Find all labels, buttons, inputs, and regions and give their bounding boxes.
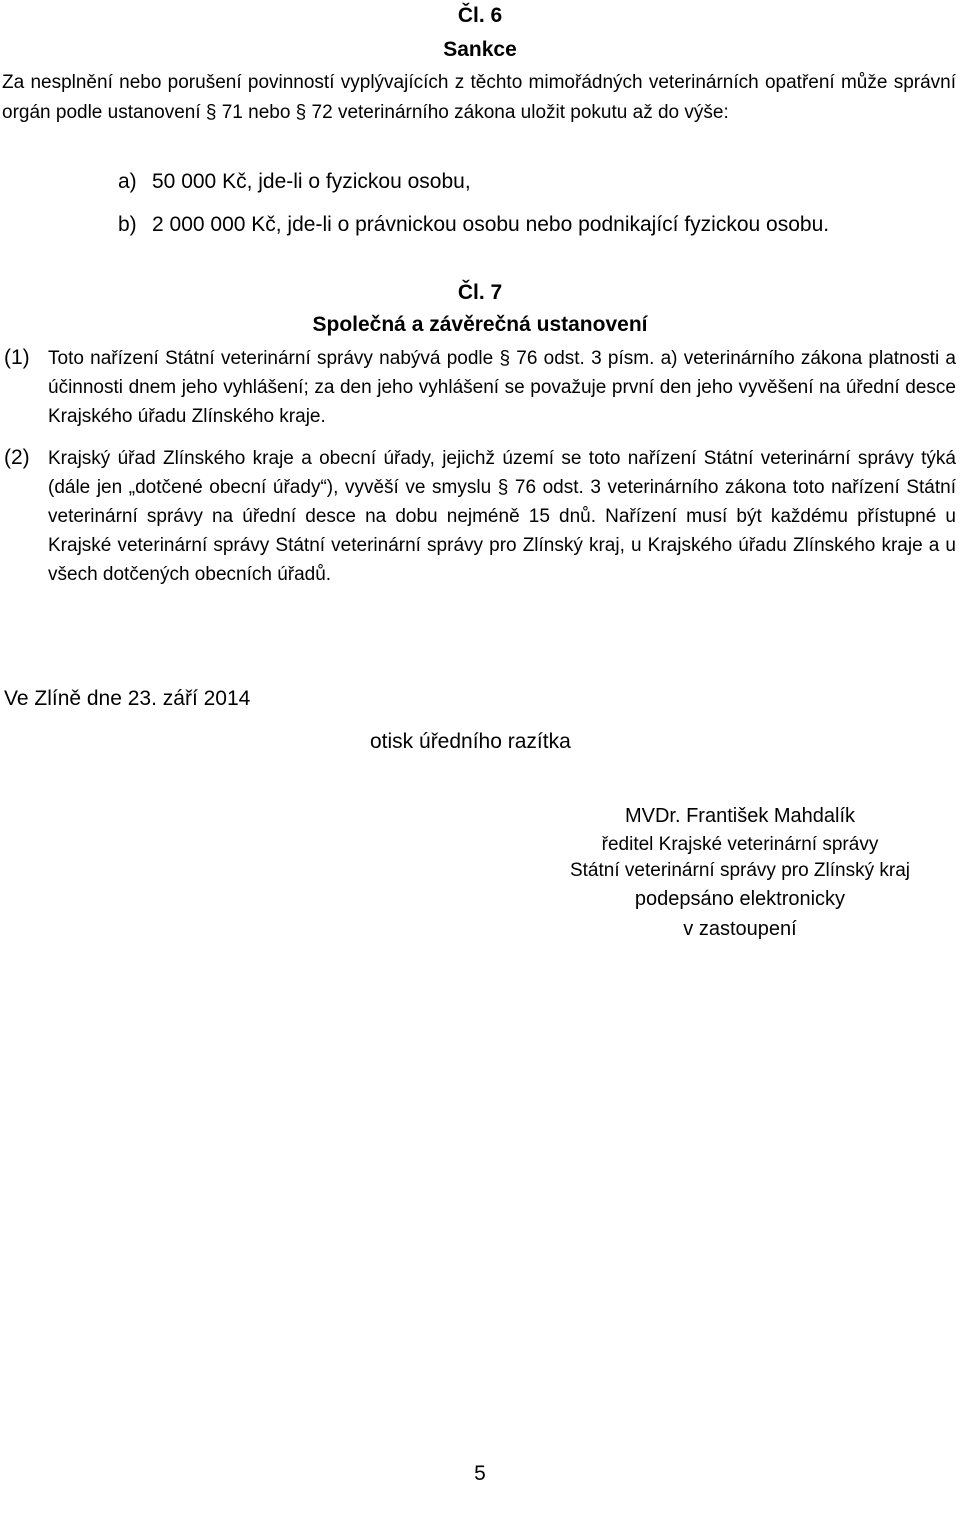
- list-item-a: [118, 168, 471, 196]
- on-behalf: v zastoupení: [683, 918, 797, 940]
- article-7-paragraph-1: Toto nařízení Státní veterinární správy nabývá podle § 76 odst. 3 písm. a) veterinárního zákona platnosti a účinnosti dnem jeho vyhlášení; za den jeho vyhlášení se považuje první den jeho vyvěšení na úřední desce Krajského úřadu Zlínského kraje.: [48, 348, 956, 427]
- article-7-title: Společná a závěrečná ustanovení: [312, 313, 648, 336]
- article-6-title: Sankce: [443, 38, 517, 61]
- list-item-b: [118, 211, 829, 239]
- page-number: 5: [474, 1462, 486, 1485]
- article-6-intro: Za nesplnění nebo porušení povinností vyplývajících z těchto mimořádných veterinárních opatření může správní orgán podle ustanovení § 71 nebo § 72 veterinárního zákona uložit pokutu až do výše:: [2, 72, 956, 123]
- para-1-marker: (1): [4, 346, 30, 369]
- stamp-placeholder: otisk úředního razítka: [370, 730, 571, 753]
- list-text-b: 2 000 000 Kč, jde-li o právnickou osobu nebo podnikající fyzickou osobu.: [152, 213, 830, 236]
- list-marker-a: a): [118, 170, 137, 193]
- list-text-a: 50 000 Kč, jde-li o fyzickou osobu,: [152, 170, 471, 193]
- article-7-paragraph-2: Krajský úřad Zlínského kraje a obecní úřady, jejichž území se toto nařízení Státní veterinární správy týká (dále jen „dotčené obecní úřady“), vyvěší ve smyslu § 76 odst. 3 veterinárního zákona toto nařízení Státní veterinární správy na úřední desce na dobu nejméně 15 dnů. Nařízení musí být každému přístupné u Krajské veterinární správy Státní veterinární správy pro Zlínský kraj, u Krajského úřadu Zlínského kraje a u všech dotčených obecních úřadů.: [48, 448, 956, 585]
- signatory-name: MVDr. František Mahdalík: [624, 805, 856, 827]
- article-7-number: Čl. 7: [457, 281, 503, 304]
- para-2-marker: (2): [4, 446, 30, 469]
- place-and-date: Ve Zlíně dne 23. září 2014: [4, 687, 251, 710]
- list-marker-b: b): [118, 213, 137, 236]
- signatory-role: ředitel Krajské veterinární správy: [601, 834, 879, 855]
- signatory-organization: Státní veterinární správy pro Zlínský kraj: [569, 860, 910, 881]
- article-6-number: Čl. 6: [457, 4, 503, 27]
- signed-electronically: podepsáno elektronicky: [634, 888, 846, 910]
